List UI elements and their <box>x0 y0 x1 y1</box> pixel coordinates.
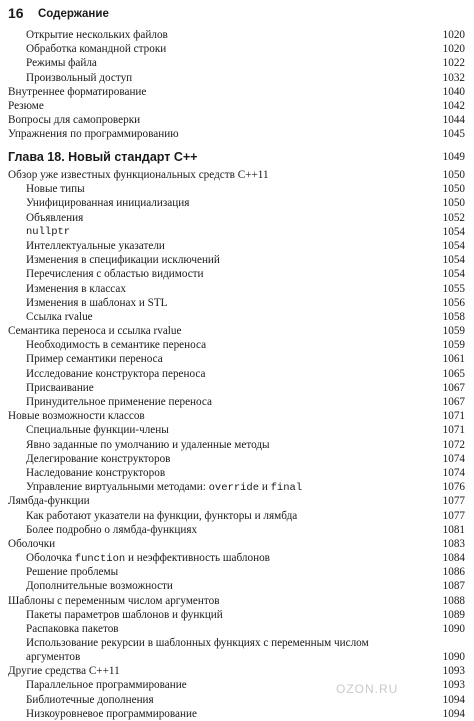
toc-entry-title: Делегирование конструкторов <box>26 452 171 465</box>
code-keyword: final <box>270 482 303 495</box>
toc-page-number: 1058 <box>442 310 465 323</box>
toc-page-number: 1045 <box>442 128 465 141</box>
toc-page-number: 1067 <box>442 396 465 408</box>
toc-entry-title: Явно заданные по умолчанию и удаленные методы <box>26 438 270 451</box>
toc-page-number: 1094 <box>442 707 465 720</box>
title-part: и неэффективность шаблонов <box>125 552 270 565</box>
toc-subentry[interactable] <box>8 707 465 721</box>
toc-page-number: 1090 <box>442 651 465 664</box>
toc-subentry[interactable] <box>8 438 465 452</box>
toc-subentry[interactable] <box>8 367 465 381</box>
toc-entry[interactable] <box>8 664 465 678</box>
toc-subentry[interactable] <box>8 28 465 42</box>
toc-page-number: 1054 <box>442 268 465 281</box>
title-part: Управление виртуальными методами: <box>26 481 209 494</box>
toc-entry[interactable] <box>8 168 465 182</box>
toc-subentry[interactable] <box>8 310 465 324</box>
toc-entry-title: Резюме <box>8 99 44 112</box>
toc-entry-title: Режимы файла <box>26 57 97 70</box>
toc-entry-title: Унифицированная инициализация <box>26 197 190 210</box>
toc-entry-title: Лямбда-функции <box>8 495 90 508</box>
toc-entry-title: Как работают указатели на функции, функторы и лямбда <box>26 509 298 522</box>
toc-entry-title: Вопросы для самопроверки <box>8 114 141 127</box>
toc-subentry[interactable] <box>8 196 465 210</box>
toc-subentry[interactable] <box>8 395 465 409</box>
toc-entry-title: Внутреннее форматирование <box>8 85 147 98</box>
toc-page-number: 1093 <box>442 665 465 678</box>
toc-subentry[interactable] <box>8 636 465 664</box>
toc-page-number: 1083 <box>442 537 465 550</box>
toc-entry-title: Перечисления с областью видимости <box>26 268 204 281</box>
toc-page-number: 1022 <box>442 57 465 70</box>
toc-chapter-section <box>8 148 465 721</box>
toc-entry-title <box>26 551 270 566</box>
toc-entry-title: Распаковка пакетов <box>26 623 119 635</box>
toc-page-number: 1059 <box>442 339 465 352</box>
toc-entry-title: Шаблоны с переменным числом аргументов <box>8 594 220 607</box>
toc-subentry[interactable] <box>8 480 465 494</box>
toc-page-number: 1020 <box>442 43 465 56</box>
toc-subentry[interactable] <box>8 352 465 366</box>
toc-page-number: 1059 <box>442 325 465 338</box>
toc-entry-title: Низкоуровневое программирование <box>26 707 197 720</box>
toc-entry-title: Присваивание <box>26 381 94 394</box>
toc-entry[interactable] <box>8 409 465 423</box>
code-keyword: function <box>74 553 126 566</box>
toc-entry-title: Необходимость в семантике переноса <box>26 339 207 352</box>
toc-entry-title: Изменения в шаблонах и STL <box>26 296 168 309</box>
toc-page-number: 1084 <box>442 552 465 565</box>
chapter-heading[interactable] <box>8 148 465 166</box>
toc-subentry[interactable] <box>8 565 465 579</box>
toc-entry-title: Упражнения по программированию <box>8 128 179 141</box>
toc-subentry[interactable] <box>8 338 465 352</box>
toc-page-number: 1067 <box>442 381 465 394</box>
toc-subentry[interactable] <box>8 381 465 395</box>
toc-page-number: 1032 <box>442 71 465 84</box>
running-title: Содержание <box>38 8 109 20</box>
toc-entry-title: Принудительное применение переноса <box>26 396 212 408</box>
toc-subentry[interactable] <box>8 239 465 253</box>
toc-subentry[interactable] <box>8 523 465 537</box>
toc-subentry[interactable] <box>8 551 465 565</box>
toc-page-number: 1042 <box>442 99 465 112</box>
toc-page-number: 1074 <box>442 452 465 465</box>
toc-page-number: 1065 <box>442 367 465 380</box>
toc-subentry[interactable] <box>8 622 465 636</box>
toc-subentry[interactable] <box>8 42 465 56</box>
toc-page-number: 1020 <box>442 29 465 41</box>
toc-entry-title: Использование рекурсии в шаблонных функциях с переменным числом аргументов <box>26 637 369 664</box>
toc-subentry[interactable] <box>8 608 465 622</box>
toc-page-number: 1087 <box>442 580 465 593</box>
title-part: Оболочка <box>26 552 75 565</box>
toc-subentry[interactable] <box>8 452 465 466</box>
toc-entry-title: Изменения в спецификации исключений <box>26 254 220 267</box>
toc-page-number: 1077 <box>442 495 465 508</box>
watermark: OZON.RU <box>336 682 399 696</box>
page-header <box>8 4 466 22</box>
toc-entry-title: Пример семантики переноса <box>26 353 163 366</box>
toc-entry-title: Ссылка rvalue <box>26 310 93 323</box>
chapter-entries <box>8 168 465 721</box>
toc-entry-title: Другие средства С++11 <box>8 665 120 678</box>
toc-subentry[interactable] <box>8 211 465 225</box>
toc-entry-title: Специальные функции-члены <box>26 424 169 437</box>
toc-subentry[interactable] <box>8 225 465 239</box>
toc-entry-title: Оболочки <box>8 537 56 550</box>
title-part: и <box>259 481 271 494</box>
toc-entry-title: Изменения в классах <box>26 282 126 295</box>
toc-entry-title: Наследование конструкторов <box>26 466 166 479</box>
toc-page-number: 1044 <box>442 114 465 127</box>
toc-subentry[interactable] <box>8 466 465 480</box>
toc-page-number: 1050 <box>442 197 465 210</box>
toc-entry-title: nullptr <box>26 225 71 238</box>
toc-page-number: 1056 <box>442 296 465 309</box>
toc-subentry[interactable] <box>8 423 465 437</box>
code-keyword: override <box>208 482 260 495</box>
chapter-page: 1049 <box>442 151 465 163</box>
toc-page-number: 1050 <box>442 169 465 181</box>
toc-page-number: 1054 <box>442 254 465 267</box>
toc-entry-title: Семантика переноса и ссылка rvalue <box>8 325 182 338</box>
toc-page-number: 1071 <box>442 410 465 423</box>
toc-subentry[interactable] <box>8 509 465 523</box>
toc-entry-title: Обработка командной строки <box>26 43 167 56</box>
toc-page-number: 1072 <box>442 438 465 451</box>
toc-entry[interactable] <box>8 537 465 551</box>
toc-page-number: 1077 <box>442 509 465 522</box>
toc-entry[interactable] <box>8 324 465 338</box>
toc-entry[interactable] <box>8 494 465 508</box>
toc-page-number: 1086 <box>442 566 465 579</box>
toc-page-number: 1050 <box>442 183 465 196</box>
toc-page-number: 1093 <box>442 679 465 692</box>
toc-entry-title: Библиотечные дополнения <box>26 693 154 706</box>
toc-page-number: 1052 <box>442 211 465 224</box>
toc-entry[interactable] <box>8 99 465 113</box>
toc-entry-title: Более подробно о лямбда-функциях <box>26 523 198 536</box>
toc-page-number: 1090 <box>442 623 465 635</box>
toc-entry-title: Произвольный доступ <box>26 71 133 84</box>
toc-subentry[interactable] <box>8 182 465 196</box>
chapter-title: Глава 18. Новый стандарт С++ <box>8 150 198 164</box>
toc-entry-title: Обзор уже известных функциональных средств С++11 <box>8 169 269 181</box>
toc-entry[interactable] <box>8 127 465 141</box>
toc-entry-title: Исследование конструктора переноса <box>26 367 206 380</box>
toc-entry-title: Пакеты параметров шаблонов и функций <box>26 608 223 621</box>
toc-subentry[interactable] <box>8 56 465 70</box>
toc-entry-title: Дополнительные возможности <box>26 580 173 593</box>
toc-subentry[interactable] <box>8 282 465 296</box>
toc-entry-title: Параллельное программирование <box>26 679 187 692</box>
toc-entry[interactable] <box>8 85 465 99</box>
toc-page-number: 1040 <box>442 85 465 98</box>
toc-page-number: 1074 <box>442 466 465 479</box>
toc-entry-title: Интеллектуальные указатели <box>26 239 165 252</box>
toc-subentry[interactable] <box>8 579 465 593</box>
toc-page-number: 1071 <box>442 424 465 437</box>
toc-entry-title: Решение проблемы <box>26 566 119 579</box>
toc-entry[interactable] <box>8 113 465 127</box>
toc-page-number: 1076 <box>442 481 465 494</box>
toc-subentry[interactable] <box>8 253 465 267</box>
toc-top-section <box>8 28 465 142</box>
toc-entry-title: Новые возможности классов <box>8 410 145 423</box>
toc-page-number: 1088 <box>442 594 465 607</box>
toc-subentry[interactable] <box>8 71 465 85</box>
toc-entry[interactable] <box>8 594 465 608</box>
toc-subentry[interactable] <box>8 267 465 281</box>
toc-page-number: 1054 <box>442 239 465 252</box>
toc-page-number: 1054 <box>442 225 465 238</box>
toc-subentry[interactable] <box>8 296 465 310</box>
toc-entry-title: Открытие нескольких файлов <box>26 29 168 41</box>
toc-entry-title <box>26 480 302 495</box>
toc-entry-title: Новые типы <box>26 183 85 196</box>
toc-page-number: 1094 <box>442 693 465 706</box>
toc-page-number: 1089 <box>442 608 465 621</box>
page-number: 16 <box>8 5 24 21</box>
toc-entry-title: Объявления <box>26 211 84 224</box>
toc-page-number: 1061 <box>442 353 465 366</box>
toc-page-number: 1081 <box>442 523 465 536</box>
toc-page-number: 1055 <box>442 282 465 295</box>
